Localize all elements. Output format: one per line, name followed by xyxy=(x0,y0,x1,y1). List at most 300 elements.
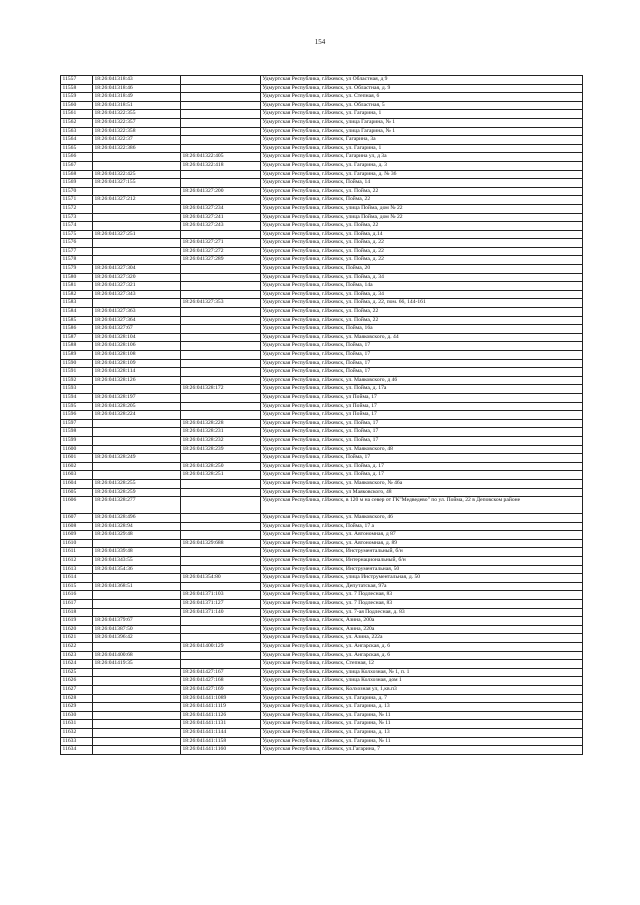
room-cadastral-number-cell: 18:26:041328:231 xyxy=(181,428,261,437)
row-number-cell: 11575 xyxy=(61,230,93,239)
cadastral-number-cell: 18:26:041327:304 xyxy=(93,265,181,274)
room-cadastral-number-cell: 18:26:041328:228 xyxy=(181,419,261,428)
table-row xyxy=(61,239,583,248)
row-number-cell: 11579 xyxy=(61,265,93,274)
room-cadastral-number-cell xyxy=(181,282,261,291)
table-row xyxy=(61,402,583,411)
table-row xyxy=(61,651,583,660)
address-cell: Удмуртская Республика, г.Ижевск, ул. Гагарина, д. 3 xyxy=(261,161,583,170)
row-number-cell: 11566 xyxy=(61,153,93,162)
row-number-cell: 11590 xyxy=(61,359,93,368)
room-cadastral-number-cell: 18:26:041441:1131 xyxy=(181,720,261,729)
row-number-cell: 11587 xyxy=(61,333,93,342)
cadastral-number-cell: 18:26:041343:55 xyxy=(93,557,181,566)
room-cadastral-number-cell xyxy=(181,497,261,514)
address-cell: Удмуртская Республика, г.Ижевск, улица Пойма, дом № 22 xyxy=(261,204,583,213)
room-cadastral-number-cell: 18:26:041400:129 xyxy=(181,643,261,652)
room-cadastral-number-cell xyxy=(181,625,261,634)
row-number-cell: 11573 xyxy=(61,213,93,222)
row-number-cell: 11623 xyxy=(61,651,93,660)
table-row xyxy=(61,385,583,394)
cadastral-number-cell xyxy=(93,428,181,437)
cadastral-number-cell: 18:26:041327:251 xyxy=(93,230,181,239)
address-cell: Удмуртская Республика, г.Ижевск, Пойма, 22 xyxy=(261,196,583,205)
address-cell: Удмуртская Республика, г.Ижевск, Пойма, 17 xyxy=(261,359,583,368)
row-number-cell: 11605 xyxy=(61,488,93,497)
room-cadastral-number-cell xyxy=(181,479,261,488)
cadastral-number-cell xyxy=(93,161,181,170)
row-number-cell: 11601 xyxy=(61,454,93,463)
room-cadastral-number-cell xyxy=(181,557,261,566)
room-cadastral-number-cell xyxy=(181,308,261,317)
address-cell: Удмуртская Республика, г.Ижевск, ул. Пойма, д. 22 xyxy=(261,256,583,265)
row-number-cell: 11604 xyxy=(61,479,93,488)
table-row xyxy=(61,522,583,531)
cadastral-number-cell xyxy=(93,299,181,308)
cadastral-number-cell: 18:26:041328:255 xyxy=(93,479,181,488)
room-cadastral-number-cell xyxy=(181,548,261,557)
table-row xyxy=(61,101,583,110)
cadastral-number-cell: 18:26:041327:343 xyxy=(93,290,181,299)
row-number-cell: 11610 xyxy=(61,539,93,548)
table-row xyxy=(61,462,583,471)
address-cell: Удмуртская Республика, г.Ижевск, ул. Пойма, 22 xyxy=(261,187,583,196)
table-row xyxy=(61,290,583,299)
table-row xyxy=(61,617,583,626)
cadastral-number-cell: 18:26:041328:259 xyxy=(93,488,181,497)
address-cell: Удмуртская Республика, г.Ижевск, ул. 7 Подлесная, 83 xyxy=(261,600,583,609)
room-cadastral-number-cell xyxy=(181,651,261,660)
room-cadastral-number-cell xyxy=(181,127,261,136)
cadastral-number-cell: 18:26:041328:108 xyxy=(93,351,181,360)
address-cell: Удмуртская Республика, г.Ижевск, улица Колхозная, № 1, п. 1 xyxy=(261,668,583,677)
table-row xyxy=(61,196,583,205)
address-cell: Удмуртская Республика, г.Ижевск, Азина, 200а xyxy=(261,617,583,626)
table-row xyxy=(61,668,583,677)
cadastral-number-cell: 18:26:041327:364 xyxy=(93,316,181,325)
cadastral-number-cell xyxy=(93,677,181,686)
address-cell: Удмуртская Республика, г.Ижевск, Азина, 220а xyxy=(261,625,583,634)
table-row xyxy=(61,393,583,402)
table-row xyxy=(61,703,583,712)
row-number-cell: 11599 xyxy=(61,436,93,445)
address-cell: Удмуртская Республика, г.Ижевск, ул. Гагарина, д. 7 xyxy=(261,694,583,703)
room-cadastral-number-cell xyxy=(181,531,261,540)
cadastral-number-cell: 18:26:041322:357 xyxy=(93,118,181,127)
row-number-cell: 11619 xyxy=(61,617,93,626)
room-cadastral-number-cell: 18:26:041371:140 xyxy=(181,608,261,617)
registry-table xyxy=(60,75,583,755)
address-cell: Удмуртская Республика, г.Ижевск, Пойма, 17 xyxy=(261,454,583,463)
address-cell: Удмуртская Республика, г.Ижевск, Пойма, 16а xyxy=(261,325,583,334)
table-row xyxy=(61,454,583,463)
address-cell: Удмуртская Республика, г.Ижевск, ул. Гагарина, № 11 xyxy=(261,720,583,729)
room-cadastral-number-cell: 18:26:041327:289 xyxy=(181,256,261,265)
address-cell: Удмуртская Республика, г.Ижевск, в 120 м на север от ГК"Медведево" по ул. Пойма, 22 в Деповском районе xyxy=(261,497,583,514)
table-row xyxy=(61,531,583,540)
table-row xyxy=(61,514,583,523)
cadastral-number-cell xyxy=(93,574,181,583)
cadastral-number-cell xyxy=(93,153,181,162)
room-cadastral-number-cell xyxy=(181,84,261,93)
room-cadastral-number-cell xyxy=(181,101,261,110)
cadastral-number-cell: 18:26:041327:320 xyxy=(93,273,181,282)
row-number-cell: 11617 xyxy=(61,600,93,609)
address-cell: Удмуртская Республика, г.Ижевск, ул Пойма, 17 xyxy=(261,402,583,411)
table-row xyxy=(61,222,583,231)
cadastral-number-cell xyxy=(93,471,181,480)
room-cadastral-number-cell xyxy=(181,411,261,420)
cadastral-number-cell xyxy=(93,711,181,720)
table-row xyxy=(61,247,583,256)
cadastral-number-cell: 18:26:041339:48 xyxy=(93,548,181,557)
row-number-cell: 11632 xyxy=(61,728,93,737)
address-cell: Удмуртская Республика, г.Ижевск, ул Маяковского, 48 xyxy=(261,488,583,497)
cadastral-number-cell xyxy=(93,247,181,256)
room-cadastral-number-cell xyxy=(181,170,261,179)
cadastral-number-cell: 18:26:041328:205 xyxy=(93,402,181,411)
room-cadastral-number-cell xyxy=(181,325,261,334)
table-row xyxy=(61,497,583,514)
room-cadastral-number-cell xyxy=(181,179,261,188)
row-number-cell: 11603 xyxy=(61,471,93,480)
address-cell: Удмуртская Республика, г.Ижевск, ул. Областная, 5 xyxy=(261,101,583,110)
row-number-cell: 11624 xyxy=(61,660,93,669)
table-row xyxy=(61,127,583,136)
row-number-cell: 11582 xyxy=(61,290,93,299)
table-row xyxy=(61,265,583,274)
room-cadastral-number-cell: 18:26:041327:243 xyxy=(181,222,261,231)
row-number-cell: 11570 xyxy=(61,187,93,196)
room-cadastral-number-cell: 18:26:041328:250 xyxy=(181,462,261,471)
cadastral-number-cell xyxy=(93,720,181,729)
cadastral-number-cell: 18:26:041322:386 xyxy=(93,144,181,153)
row-number-cell: 11596 xyxy=(61,411,93,420)
row-number-cell: 11621 xyxy=(61,634,93,643)
cadastral-number-cell xyxy=(93,239,181,248)
row-number-cell: 11627 xyxy=(61,685,93,694)
address-cell: Удмуртская Республика, г.Ижевск, ул. Гагарина, д. № 36 xyxy=(261,170,583,179)
room-cadastral-number-cell: 18:26:041441:1089 xyxy=(181,694,261,703)
cadastral-number-cell: 18:26:041396:42 xyxy=(93,634,181,643)
table-row xyxy=(61,144,583,153)
address-cell: Удмуртская Республика, г.Ижевск, улица Гагарина, № 1 xyxy=(261,118,583,127)
cadastral-number-cell: 18:26:041368:51 xyxy=(93,582,181,591)
row-number-cell: 11593 xyxy=(61,385,93,394)
table-row xyxy=(61,720,583,729)
table-row xyxy=(61,187,583,196)
room-cadastral-number-cell: 18:26:041441:1144 xyxy=(181,728,261,737)
address-cell: Удмуртская Республика, г.Ижевск, Колхозная ул, 1,кв.п3 xyxy=(261,685,583,694)
cadastral-number-cell: 18:26:041379:67 xyxy=(93,617,181,626)
address-cell: Удмуртская Республика, г.Ижевск, Пойма, 20 xyxy=(261,265,583,274)
address-cell: Удмуртская Республика, г.Ижевск, ул. Автономная, д. 89 xyxy=(261,539,583,548)
table-row xyxy=(61,84,583,93)
table-row xyxy=(61,273,583,282)
address-cell: Удмуртская Республика, г.Ижевск, ул. Пойма, д. 34 xyxy=(261,273,583,282)
row-number-cell: 11630 xyxy=(61,711,93,720)
table-row xyxy=(61,746,583,755)
table-row xyxy=(61,179,583,188)
room-cadastral-number-cell xyxy=(181,333,261,342)
room-cadastral-number-cell xyxy=(181,273,261,282)
table-row xyxy=(61,737,583,746)
address-cell: Удмуртская Республика, г.Ижевск, ул. Маяковского, № 46а xyxy=(261,479,583,488)
cadastral-number-cell xyxy=(93,728,181,737)
address-cell: Удмуртская Республика, г.Ижевск, Пойма, 17 xyxy=(261,351,583,360)
table-row xyxy=(61,685,583,694)
address-cell: Удмуртская Республика, г.Ижевск, ул. Гагарина, 1 xyxy=(261,144,583,153)
row-number-cell: 11613 xyxy=(61,565,93,574)
address-cell: Удмуртская Республика, г.Ижевск, ул. Пойма, 22 xyxy=(261,308,583,317)
room-cadastral-number-cell: 18:26:041441:1119 xyxy=(181,703,261,712)
address-cell: Удмуртская Республика, г.Ижевск, ул. Степная, 6 xyxy=(261,93,583,102)
table-row xyxy=(61,342,583,351)
address-cell: Удмуртская Республика, г.Ижевск, ул. 7 Подлесная, 83 xyxy=(261,591,583,600)
cadastral-number-cell: 18:26:041387:50 xyxy=(93,625,181,634)
room-cadastral-number-cell xyxy=(181,660,261,669)
table-row xyxy=(61,351,583,360)
table-row xyxy=(61,316,583,325)
address-cell: Удмуртская Республика, г.Ижевск, улица Гагарина, № 1 xyxy=(261,127,583,136)
cadastral-number-cell: 18:26:041329:48 xyxy=(93,531,181,540)
room-cadastral-number-cell xyxy=(181,582,261,591)
cadastral-number-cell xyxy=(93,385,181,394)
address-cell: Удмуртская Республика, г.Ижевск, Гагарина, 3а xyxy=(261,136,583,145)
room-cadastral-number-cell: 18:26:041328:251 xyxy=(181,471,261,480)
room-cadastral-number-cell xyxy=(181,488,261,497)
table-row xyxy=(61,368,583,377)
row-number-cell: 11574 xyxy=(61,222,93,231)
table-row xyxy=(61,419,583,428)
room-cadastral-number-cell: 18:26:041327:271 xyxy=(181,239,261,248)
table-row xyxy=(61,333,583,342)
cadastral-number-cell xyxy=(93,436,181,445)
row-number-cell: 11580 xyxy=(61,273,93,282)
table-row xyxy=(61,608,583,617)
room-cadastral-number-cell: 18:26:041427:169 xyxy=(181,685,261,694)
table-row xyxy=(61,660,583,669)
room-cadastral-number-cell: 18:26:041329:688 xyxy=(181,539,261,548)
address-cell: Удмуртская Республика, г.Ижевск, ул. Маяковского, д 46 xyxy=(261,376,583,385)
table-row xyxy=(61,170,583,179)
room-cadastral-number-cell xyxy=(181,144,261,153)
cadastral-number-cell xyxy=(93,600,181,609)
room-cadastral-number-cell xyxy=(181,393,261,402)
table-row xyxy=(61,445,583,454)
row-number-cell: 11629 xyxy=(61,703,93,712)
address-cell: Удмуртская Республика, г.Ижевск, ул. Маяковского, д. 44 xyxy=(261,333,583,342)
table-row xyxy=(61,325,583,334)
address-cell: Удмуртская Республика, г.Ижевск, ул. Ангарская, д. 6 xyxy=(261,651,583,660)
address-cell: Удмуртская Республика, г.Ижевск, Пойма, 17 xyxy=(261,342,583,351)
address-cell: Удмуртская Республика, г.Ижевск, Депутатская, 97а xyxy=(261,582,583,591)
row-number-cell: 11620 xyxy=(61,625,93,634)
row-number-cell: 11618 xyxy=(61,608,93,617)
row-number-cell: 11631 xyxy=(61,720,93,729)
row-number-cell: 11615 xyxy=(61,582,93,591)
row-number-cell: 11609 xyxy=(61,531,93,540)
table-row xyxy=(61,308,583,317)
cadastral-number-cell: 18:26:041328:496 xyxy=(93,514,181,523)
row-number-cell: 11614 xyxy=(61,574,93,583)
table-row xyxy=(61,574,583,583)
room-cadastral-number-cell: 18:26:041328:172 xyxy=(181,385,261,394)
registry-table-body xyxy=(61,76,583,755)
room-cadastral-number-cell: 18:26:041322:405 xyxy=(181,153,261,162)
row-number-cell: 11572 xyxy=(61,204,93,213)
cadastral-number-cell: 18:26:041328:197 xyxy=(93,393,181,402)
cadastral-number-cell xyxy=(93,643,181,652)
room-cadastral-number-cell xyxy=(181,110,261,119)
table-row xyxy=(61,677,583,686)
room-cadastral-number-cell xyxy=(181,265,261,274)
address-cell: Удмуртская Республика, г.Ижевск, ул. 7-ая Подлесная, д. 83 xyxy=(261,608,583,617)
table-row xyxy=(61,539,583,548)
row-number-cell: 11625 xyxy=(61,668,93,677)
room-cadastral-number-cell: 18:26:041327:241 xyxy=(181,213,261,222)
cadastral-number-cell: 18:26:041328:106 xyxy=(93,342,181,351)
row-number-cell: 11616 xyxy=(61,591,93,600)
room-cadastral-number-cell: 18:26:041328:232 xyxy=(181,436,261,445)
row-number-cell: 11598 xyxy=(61,428,93,437)
cadastral-number-cell xyxy=(93,187,181,196)
table-row xyxy=(61,110,583,119)
address-cell: Удмуртская Республика, г.Ижевск, Инструментальная, 50 xyxy=(261,565,583,574)
address-cell: Удмуртская Республика, г.Ижевск, ул. Пойма, 22 xyxy=(261,222,583,231)
address-cell: Удмуртская Республика, г.Ижевск, ул. Пойма, д. 22, пом. 66, 144-161 xyxy=(261,299,583,308)
address-cell: Удмуртская Республика, г.Ижевск, ул. Пойма, 17 xyxy=(261,428,583,437)
row-number-cell: 11559 xyxy=(61,93,93,102)
room-cadastral-number-cell xyxy=(181,454,261,463)
cadastral-number-cell xyxy=(93,668,181,677)
row-number-cell: 11557 xyxy=(61,76,93,85)
row-number-cell: 11588 xyxy=(61,342,93,351)
address-cell: Удмуртская Республика, г.Ижевск, Пойма, 14а xyxy=(261,282,583,291)
address-cell: Удмуртская Республика, г.Ижевск, Степная, 12 xyxy=(261,660,583,669)
address-cell: Удмуртская Республика, г.Ижевск, ул. Маяковского, 46 xyxy=(261,514,583,523)
room-cadastral-number-cell: 18:26:041441:1126 xyxy=(181,711,261,720)
table-row xyxy=(61,728,583,737)
room-cadastral-number-cell: 18:26:041371:127 xyxy=(181,600,261,609)
row-number-cell: 11595 xyxy=(61,402,93,411)
address-cell: Удмуртская Республика, г.Ижевск, ул. Пойма, 17 xyxy=(261,436,583,445)
address-cell: Удмуртская Республика, г.Ижевск, ул. Областная, д. 9 xyxy=(261,84,583,93)
room-cadastral-number-cell: 18:26:041427:168 xyxy=(181,677,261,686)
room-cadastral-number-cell xyxy=(181,514,261,523)
address-cell: Удмуртская Республика, г.Ижевск, ул. Азина, 222а xyxy=(261,634,583,643)
address-cell: Удмуртская Республика, г.Ижевск, ул. Гагарина, 1 xyxy=(261,110,583,119)
cadastral-number-cell xyxy=(93,746,181,755)
room-cadastral-number-cell: 18:26:041441:1158 xyxy=(181,737,261,746)
row-number-cell: 11558 xyxy=(61,84,93,93)
table-row xyxy=(61,488,583,497)
address-cell: Удмуртская Республика, г.Ижевск, Интернациональный, б/н xyxy=(261,557,583,566)
address-cell: Удмуртская Республика, г.Ижевск, ул Пойма, 17 xyxy=(261,411,583,420)
cadastral-number-cell xyxy=(93,462,181,471)
address-cell: Удмуртская Республика, г.Ижевск, ул. Гагарина, д. 13 xyxy=(261,728,583,737)
address-cell: Удмуртская Республика, г.Ижевск, улица Колхозная, дом 1 xyxy=(261,677,583,686)
table-row xyxy=(61,471,583,480)
row-number-cell: 11585 xyxy=(61,316,93,325)
row-number-cell: 11571 xyxy=(61,196,93,205)
table-row xyxy=(61,600,583,609)
address-cell: Удмуртская Республика, г.Ижевск, ул. Гагарина, № 11 xyxy=(261,711,583,720)
table-row xyxy=(61,557,583,566)
cadastral-number-cell xyxy=(93,419,181,428)
room-cadastral-number-cell: 18:26:041327:200 xyxy=(181,187,261,196)
room-cadastral-number-cell: 18:26:041327:234 xyxy=(181,204,261,213)
room-cadastral-number-cell xyxy=(181,342,261,351)
cadastral-number-cell: 18:26:041322:358 xyxy=(93,127,181,136)
table-row xyxy=(61,213,583,222)
row-number-cell: 11622 xyxy=(61,643,93,652)
room-cadastral-number-cell: 18:26:041371:103 xyxy=(181,591,261,600)
row-number-cell: 11581 xyxy=(61,282,93,291)
address-cell: Удмуртская Республика, г.Ижевск, ул. Пойма, 17 xyxy=(261,419,583,428)
cadastral-number-cell xyxy=(93,256,181,265)
row-number-cell: 11592 xyxy=(61,376,93,385)
room-cadastral-number-cell xyxy=(181,565,261,574)
table-row xyxy=(61,428,583,437)
cadastral-number-cell: 18:26:041318:49 xyxy=(93,93,181,102)
row-number-cell: 11576 xyxy=(61,239,93,248)
table-row xyxy=(61,76,583,85)
row-number-cell: 11606 xyxy=(61,497,93,514)
room-cadastral-number-cell xyxy=(181,118,261,127)
cadastral-number-cell xyxy=(93,591,181,600)
cadastral-number-cell: 18:26:041328:277 xyxy=(93,497,181,514)
cadastral-number-cell xyxy=(93,539,181,548)
row-number-cell: 11561 xyxy=(61,110,93,119)
address-cell: Удмуртская Республика, г.Ижевск, ул. Гагарина, № 11 xyxy=(261,737,583,746)
row-number-cell: 11634 xyxy=(61,746,93,755)
table-row xyxy=(61,376,583,385)
row-number-cell: 11563 xyxy=(61,127,93,136)
address-cell: Удмуртская Республика, г.Ижевск, Пойма, 17 а xyxy=(261,522,583,531)
address-cell: Удмуртская Республика, г.Ижевск, ул. Пойма, д. 17 xyxy=(261,462,583,471)
row-number-cell: 11628 xyxy=(61,694,93,703)
room-cadastral-number-cell: 18:26:041322:418 xyxy=(181,161,261,170)
row-number-cell: 11565 xyxy=(61,144,93,153)
table-row xyxy=(61,282,583,291)
row-number-cell: 11594 xyxy=(61,393,93,402)
row-number-cell: 11578 xyxy=(61,256,93,265)
table-row xyxy=(61,625,583,634)
row-number-cell: 11560 xyxy=(61,101,93,110)
cadastral-number-cell xyxy=(93,222,181,231)
cadastral-number-cell: 18:26:041327:155 xyxy=(93,179,181,188)
room-cadastral-number-cell xyxy=(181,359,261,368)
cadastral-number-cell: 18:26:041328:249 xyxy=(93,454,181,463)
address-cell: Удмуртская Республика, г.Ижевск, ул.Гагарина, 7 xyxy=(261,746,583,755)
cadastral-number-cell xyxy=(93,685,181,694)
table-row xyxy=(61,256,583,265)
address-cell: Удмуртская Республика, г.Ижевск, улица Инструментальная, д. 50 xyxy=(261,574,583,583)
row-number-cell: 11591 xyxy=(61,368,93,377)
cadastral-number-cell xyxy=(93,737,181,746)
row-number-cell: 11607 xyxy=(61,514,93,523)
room-cadastral-number-cell: 18:26:041328:239 xyxy=(181,445,261,454)
table-row xyxy=(61,694,583,703)
table-row xyxy=(61,591,583,600)
cadastral-number-cell: 18:26:041327:67 xyxy=(93,325,181,334)
cadastral-number-cell: 18:26:041318:43 xyxy=(93,76,181,85)
cadastral-number-cell: 18:26:041328:126 xyxy=(93,376,181,385)
row-number-cell: 11562 xyxy=(61,118,93,127)
room-cadastral-number-cell xyxy=(181,522,261,531)
table-row xyxy=(61,565,583,574)
